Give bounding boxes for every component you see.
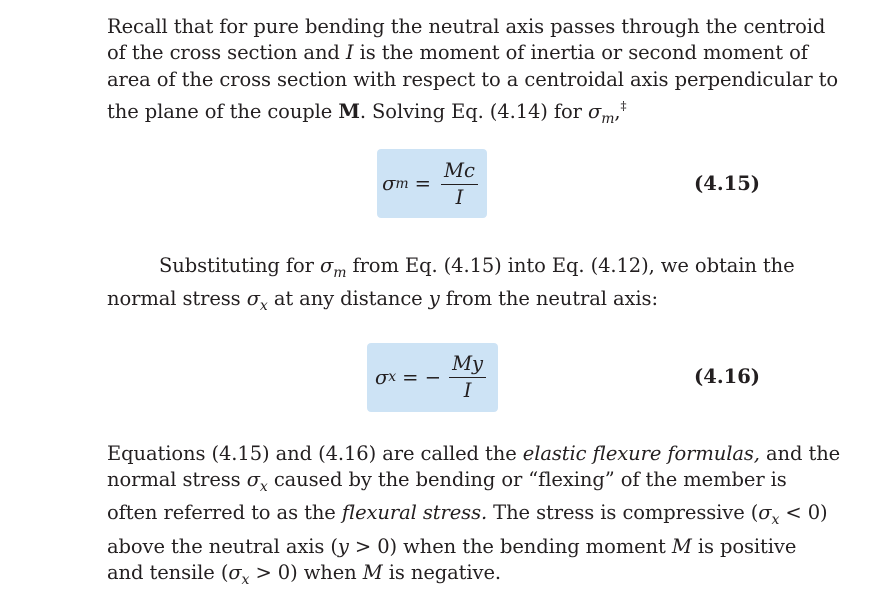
symbol-sigma: σ [246,468,260,492]
text-run: at any distance [267,287,429,311]
fraction-numerator: Mc [441,159,478,185]
text-run: > 0) when [249,560,363,584]
text-line: area of the cross section with respect to a centroidal axis perpendicular to [107,67,839,91]
text-run: often referred to as the [107,501,342,525]
text-run: above the neutral axis ( [107,534,338,558]
subscript-x: x [259,298,268,315]
text-run: is the moment of inertia or second moment of [353,41,808,65]
symbol-sigma: σ [758,501,772,525]
paragraph-flexure-formulas [107,441,841,593]
subscript-m: m [601,110,615,127]
equation-number-4-15: (4.15) [694,172,760,196]
text-run: caused by the bending or “flexing” of the member is [267,468,787,492]
text-run: is negative. [382,560,502,584]
text-run: and the [759,441,841,465]
subscript-x: x [259,479,268,496]
textbook-page [107,14,841,593]
fraction-numerator: My [449,352,486,378]
subscript-x: x [771,512,780,529]
symbol-sigma: σ [588,99,602,123]
footnote-marker: ‡ [620,98,627,113]
subscript-m: m [395,175,409,192]
equation-4-16-box [367,343,498,412]
fraction-My-over-I [449,352,486,402]
symbol-sigma: σ [382,172,396,196]
text-run: from Eq. (4.15) into Eq. (4.12), we obtain the [346,254,795,278]
text-run: from the neutral axis: [439,287,658,311]
fraction-denominator: I [455,185,464,209]
text-run: and tensile ( [107,560,229,584]
fraction-denominator: I [463,379,472,403]
text-run: < 0) [779,501,828,525]
equation-4-15-box [377,149,487,218]
text-run: normal stress [107,468,247,492]
symbol-y: y [337,534,349,558]
text-run: Equations (4.15) and (4.16) are called the [107,441,523,465]
text-run: of the cross section and [107,41,346,65]
text-run: is positive [691,534,797,558]
equation-4-16-row [107,320,762,434]
text-line [107,500,828,533]
text-line [107,40,808,66]
subscript-x: x [388,369,397,386]
symbol-y: y [428,287,440,311]
text-run: , [614,99,621,123]
paragraph-substituting [107,253,795,320]
text-line [107,286,762,319]
symbol-M: M [671,534,692,558]
text-line [107,93,762,132]
text-run: . Solving Eq. (4.14) for [359,99,588,123]
text-run: The stress is compressive ( [487,501,759,525]
text-line: Recall that for pure bending the neutral axis passes through the centroid [107,15,826,38]
text-run: > 0) when the bending moment [348,534,672,558]
subscript-x: x [241,571,250,588]
emphasis-flexural-stress: flexural stress. [341,501,488,525]
emphasis-elastic-flexure-formulas: elastic flexure formulas, [522,441,760,465]
fraction-Mc-over-I [441,159,478,209]
paragraph-pure-bending [107,14,839,132]
text-line [107,534,797,560]
symbol-sigma: σ [246,287,260,311]
text-run: the plane of the couple [107,99,339,123]
text-line [107,560,762,593]
text-line [107,253,795,286]
text-run: normal stress [107,287,247,311]
equals-minus-sign: = − [402,365,442,389]
symbol-sigma: σ [228,560,242,584]
text-line [107,467,787,500]
symbol-sigma: σ [319,254,334,278]
text-line [107,441,841,467]
text-run: Substituting for [159,254,320,278]
symbol-sigma: σ [374,365,389,389]
subscript-m: m [333,265,347,282]
equals-sign: = [414,172,432,196]
symbol-M-bold: M [338,99,360,123]
symbol-I: I [345,41,354,65]
symbol-M: M [362,560,383,584]
equation-number-4-16: (4.16) [694,364,760,388]
equation-4-15-row [107,132,762,240]
